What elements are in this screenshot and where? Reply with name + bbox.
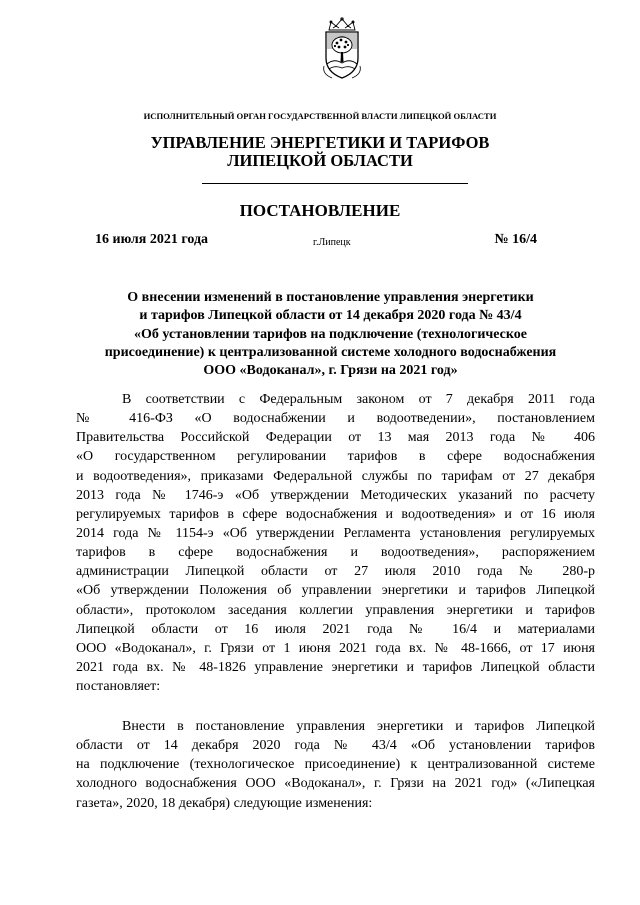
- document-date: 16 июля 2021 года: [95, 232, 209, 247]
- paragraph-line: ООО «Водоканал», г. Грязи от 1 июня 2021 года вх. № 48-1666, от 17 июня: [76, 640, 595, 656]
- paragraph-line: и водоотведения», приказами Федеральной службы по тарифам от 27 декабря: [76, 468, 595, 484]
- document-number: № 16/4: [494, 232, 537, 247]
- lipetsk-oblast-coat-of-arms-icon: [320, 16, 364, 80]
- document-subject: [95, 289, 566, 380]
- paragraph-line: Правительства Российской Федерации от 13 мая 2013 года № 406: [76, 430, 595, 446]
- department-name-line: УПРАВЛЕНИЕ ЭНЕРГЕТИКИ И ТАРИФОВ: [150, 133, 490, 152]
- paragraph-line: № 416-ФЗ «О водоснабжении и водоотведении», постановлением: [76, 411, 595, 427]
- paragraph-line: области от 14 декабря 2020 года № 43/4 «Об установлении тарифов: [76, 738, 595, 754]
- resolution-paragraph: [76, 717, 595, 813]
- paragraph-line: постановляет:: [76, 679, 161, 695]
- paragraph-line: администрации Липецкой области от 27 июля 2010 года № 280-р: [76, 564, 595, 580]
- paragraph-line: газета», 2020, 18 декабря) следующие изменения:: [76, 795, 373, 811]
- subject-line: «Об установлении тарифов на подключение (технологическое: [134, 326, 527, 342]
- paragraph-line: «О государственном регулировании тарифов в сфере водоснабжения: [76, 449, 595, 465]
- paragraph-line: 2021 года вх. № 48-1826 управление энергетики и тарифов Липецкой области: [76, 659, 595, 675]
- department-name: [0, 134, 640, 170]
- paragraph-line: холодного водоснабжения ООО «Водоканал», г. Грязи на 2021 год» («Липецкая: [76, 776, 595, 792]
- document-city: г.Липецк: [313, 237, 351, 248]
- subject-line: О внесении изменений в постановление управления энергетики: [127, 290, 534, 305]
- paragraph-line: 2013 года № 1746-э «Об утверждении Методических указаний по расчету: [76, 487, 595, 503]
- paragraph-line: 2014 года № 1154-э «Об утверждении Регламента установления регулируемых: [76, 525, 595, 541]
- paragraph-line: тарифов в сфере водоснабжения и водоотведения», распоряжением: [76, 545, 595, 561]
- paragraph-line: «Об утверждении Положения об управлении энергетики и тарифов Липецкой: [76, 583, 595, 599]
- paragraph-line: области», протоколом заседания коллегии управления энергетики и тарифов: [76, 602, 595, 618]
- department-name-line: ЛИПЕЦКОЙ ОБЛАСТИ: [227, 151, 413, 170]
- subject-line: присоединение) к централизованной системе холодного водоснабжения: [104, 344, 557, 360]
- issuing-authority-line: ИСПОЛНИТЕЛЬНЫЙ ОРГАН ГОСУДАРСТВЕННОЙ ВЛАСТИ ЛИПЕЦКОЙ ОБЛАСТИ: [143, 111, 497, 121]
- paragraph-line: Липецкой области от 16 июля 2021 года № 16/4 и материалами: [76, 621, 595, 637]
- paragraph-line: регулируемых тарифов в сфере водоснабжения и водоотведения» и от 16 июля: [76, 506, 595, 522]
- paragraph-line: на подключение (технологическое присоединение) к централизованной системе: [76, 757, 595, 773]
- preamble-paragraph: [76, 390, 595, 696]
- header-divider: [202, 183, 468, 184]
- paragraph-line: В соответствии с Федеральным законом от 7 декабря 2011 года: [122, 392, 595, 407]
- subject-line: ООО «Водоканал», г. Грязи на 2021 год»: [203, 363, 458, 379]
- subject-line: и тарифов Липецкой области от 14 декабря 2020 года № 43/4: [139, 308, 522, 324]
- paragraph-line: Внести в постановление управления энергетики и тарифов Липецкой: [122, 719, 595, 734]
- document-type-title: ПОСТАНОВЛЕНИЕ: [239, 201, 401, 220]
